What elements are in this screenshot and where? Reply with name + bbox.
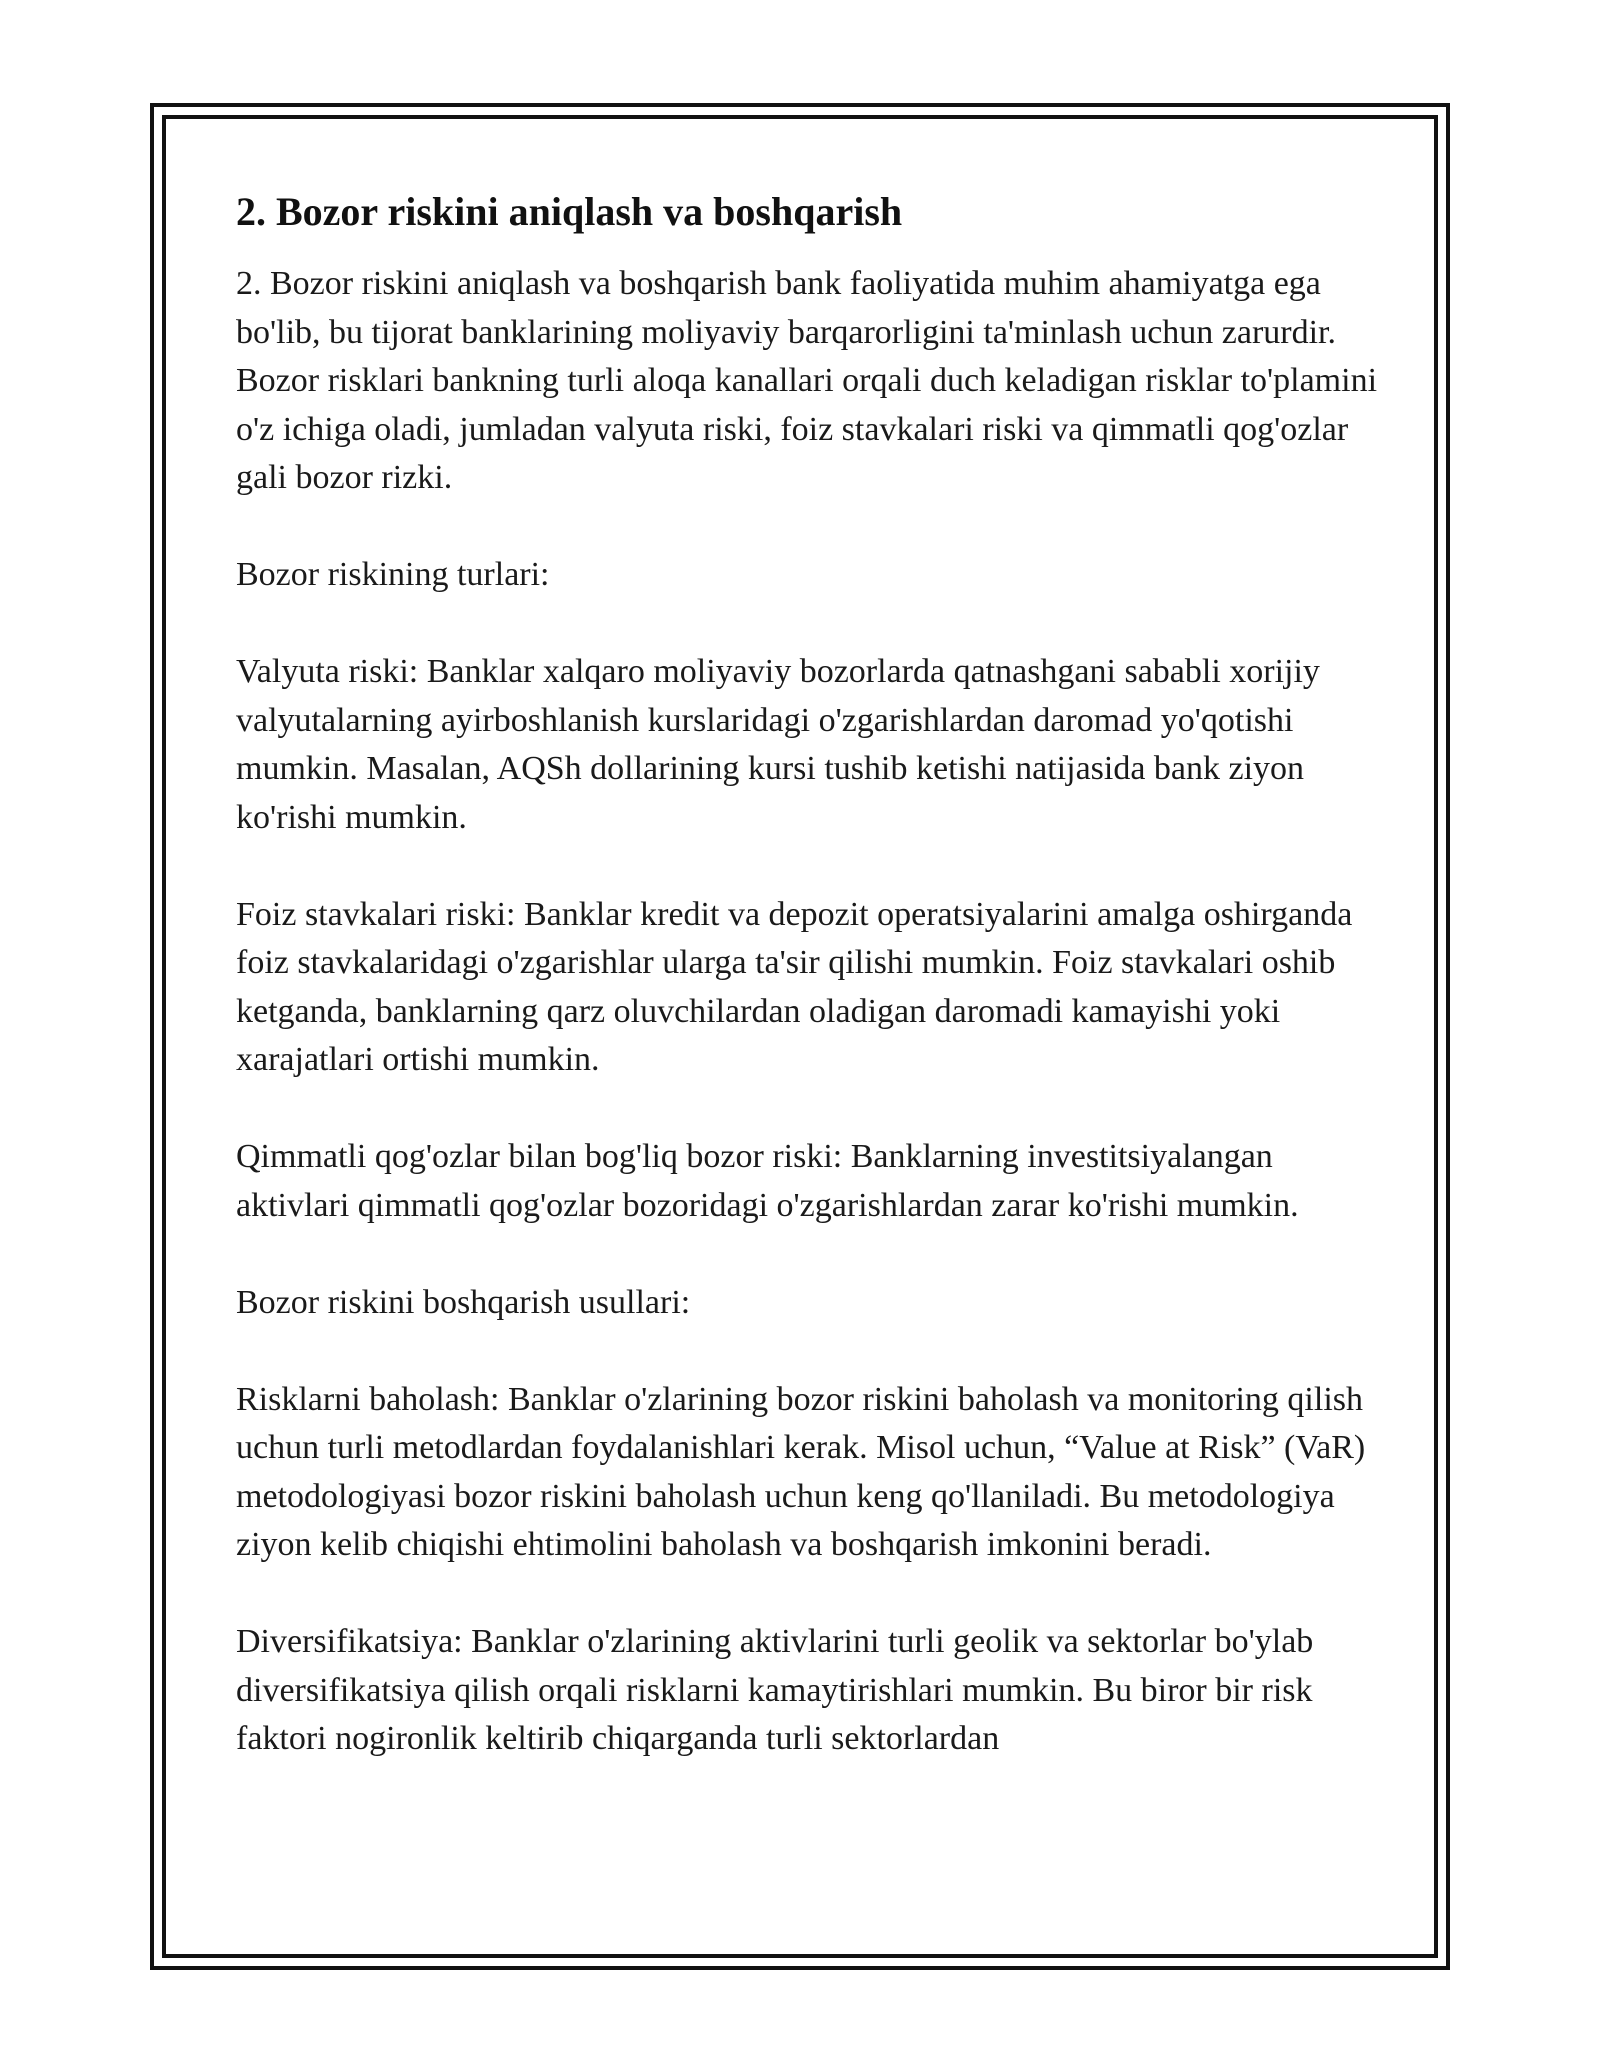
section-heading: 2. Bozor riskini aniqlash va boshqarish [236,189,903,234]
paragraph-diversification: Diversifikatsiya: Banklar o'zlarining aktivlarini turli geolik va sektorlar bo'ylab diversifikatsiya qilish orqali risklarni kamaytirishlari mumkin. Bu biror bir risk faktori nogironlik keltirib chiqarganda turli sektorlardan [236,1623,1314,1757]
paragraph-gap [236,1327,1380,1376]
paragraph-interest-rate-risk: Foiz stavkalari riski: Banklar kredit va depozit operatsiyalarini amalga oshirganda foiz stavkalaridagi o'zgarishlar ularga ta'sir qilishi mumkin. Foiz stavkalari oshib ketganda, banklarning qarz oluvchilardan oladigan daromadi kamayishi yoki xarajatlari ortishi mumkin. [236,895,1353,1078]
paragraph-gap [236,1085,1380,1134]
paragraph-gap [236,1570,1380,1619]
paragraph-currency-risk: Valyuta riski: Banklar xalqaro moliyaviy bozorlarda qatnashgani sababli xorijiy valyutalarning ayirboshlanish kurslaridagi o'zgarishlardan daromad yo'qotishi mumkin. Masalan, AQSh dollarining kursi tushib ketishi natijasida bank ziyon ko'rishi mumkin. [236,653,1320,836]
paragraph-risk-types-title: Bozor riskining turlari: [236,556,550,593]
paragraph-management-methods-title: Bozor riskini boshqarish usullari: [236,1283,691,1321]
paragraph-gap [236,1230,1380,1279]
paragraph-gap [236,600,1380,649]
paragraph-gap [236,503,1380,552]
paragraph-securities-risk: Qimmatli qog'ozlar bilan bog'liq bozor riski: Banklarning investitsiyalangan aktivlari qimmatli qog'ozlar bozoridagi o'zgarishlardan zarar ko'rishi mumkin. [236,1138,1299,1224]
paragraph-intro: 2. Bozor riskini aniqlash va boshqarish bank faoliyatida muhim ahamiyatga ega bo'lib, bu tijorat banklarining moliyaviy barqarorligini ta'minlash uchun zarurdir. Bozor risklari bankning turli aloqa kanallari orqali duch keladigan risklar to'plamini o'z ichiga oladi, jumladan valyuta riski, foiz stavkalari riski va qimmatli qog'ozlar gali bozor rizki. [236,265,1378,496]
paragraph-gap [236,842,1380,891]
paragraph-risk-assessment: Risklarni baholash: Banklar o'zlarining bozor riskini baholash va monitoring qilish uchun turli metodlardan foydalanishlari kerak. Misol uchun, “Value at Risk” (VaR) metodologiyasi bozor riskini baholash uchun keng qo'llaniladi. Bu metodologiya ziyon kelib chiqishi ehtimolini baholash va boshqarish imkonini beradi. [236,1380,1366,1563]
document-body [236,186,1380,1764]
